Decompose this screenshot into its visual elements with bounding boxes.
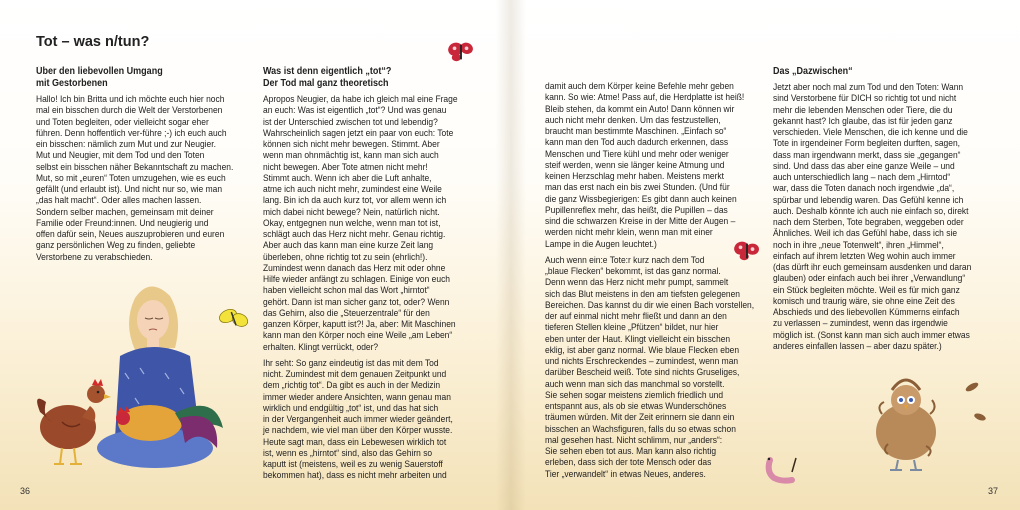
hen-illustration	[32, 372, 112, 472]
worm-illustration	[762, 452, 802, 492]
paragraph: Jetzt aber noch mal zum Tod und den Toten: Wann sind Verstorbene für DICH so richtig tot und nicht mehr die lebenden Menschen oder Tiere, die du gekannt hast? Ich glaube, das ist für jeden ganz verschieden. Viele Menschen, die ich kenne und die Tote in irgendeiner Form begleiten durften, sagen, dass man irgendwann merkt, dass sie „gegangen“ sind. Und dass das aber eine ganze Weile – und auch unterschiedlich lang – nach dem „Hirntod“ war, dass die Toten danach noch irgendwie „da“, spürbar und lebendig waren. Das Gefühl kenne ich auch. Deshalb könnte ich auch nie einfach so, direkt nach dem Sterben, Tote begraben, weggeben oder Ähnliches. Weil ich das Gefühl habe, dass ich sie noch in ihre „neue Totenwelt“, ihren „Himmel“, einfach auf ihrem letzten Weg wohin auch immer (das dürft ihr euch gemeinsam ausdenken und daran glauben) oder einfach auch bei ihrer „Verwandlung“ ein Stück begleiten möchte. Weil es für mich ganz komisch und traurig wäre, sie ohne eine Zeit des Abschieds und des liebevollen Kümmerns einfach zu verlassen – zumindest, wenn das irgendwie möglich ist. (Sonst kann man sich auch immer etwas anderes einfallen lassen – aber dazu später.)	[773, 82, 972, 351]
column-in-between	[773, 66, 994, 357]
section-heading: Das „Dazwischen“	[773, 66, 853, 77]
section-heading: Über den liebevollen Umgang mit Gestorbenen	[36, 66, 163, 89]
paragraph: Ihr seht: So ganz eindeutig ist das mit dem Tod nicht. Zumindest mit dem genauen Zeitpunkt und dem „richtig tot“. Da gibt es auch in der Medizin immer wieder andere Ansichten, wann genau man wirklich und endgültig „tot“ ist, und das hat sich in der Vergangenheit auch immer wieder geändert, je nachdem, wie viel man über den Körper wusste. Heute sagt man, dass ein Lebewesen wirklich tot ist, wenn es „hirntot“ sind, also das Gehirn so kaputt ist (meistens, weil es zu wenig Sauerstoff bekommen hat), dass es nicht mehr arbeiten und	[263, 357, 453, 481]
butterfly-illustration	[733, 239, 761, 263]
column-continued	[545, 81, 766, 485]
paragraph: Apropos Neugier, da habe ich gleich mal eine Frage an euch: Was ist eigentlich „tot“? Und was genau ist der Unterschied zwischen tot und lebendig? Wahrscheinlich sagen jetzt ein paar von euch: Tote können sich nicht mehr bewegen. Stimmt. Aber wenn man ohnmächtig ist, kann man sich auch nicht bewegen. Aber Tote atmen nicht mehr! Stimmt auch. Wenn ich aber die Luft anhalte, atme ich auch nicht mehr, zumindest eine Weile lang. Bin ich da auch kurz tot, vor allem wenn ich mich dabei nicht bewege? Nein, natürlich nicht. Okay, entgegnen nun welche, wenn man tot ist, schlägt auch das Herz nicht mehr. Genau richtig. Aber auch das kann man eine kurze Zeit lang überleben, ohne richtig tot zu sein (ehrlich!). Zumindest wenn danach das Herz mit oder ohne Hilfe wieder anfängt zu schlagen. Einige von euch haben vielleicht schon mal das Wort „hirntot“ gehört. Dann ist man sicher ganz tot, oder? Wenn das Gehirn, also die „Steuerzentrale“ für den ganzen Körper, kaputt ist?! Ja, aber: Mit Maschinen kann man den Körper noch eine Weile „am Leben“ erhalten. Klingt verrückt, oder?	[263, 94, 458, 352]
paragraph: damit auch dem Körper keine Befehle mehr geben kann. So wie: Atme! Pass auf, die Herdplatte ist heiß! Bleib stehen, da kommt ein Auto! Dann können wir auch nicht mehr denken. Um das festzustellen, braucht man bestimmte Maschinen. „Einfach so“ kann man den Tod auch dadurch erkennen, dass Menschen und Tiere kühl und mehr oder weniger steif werden, wenn sie länger keine Atmung und keinen Herzschlag mehr haben. Meistens merkt man das erst nach ein bis zwei Stunden. (Und für die ganz Wissbegierigen: Es gibt dann auch keinen Pupillenreflex mehr, das heißt, die Pupillen – das sind die schwarzen Kreise in der Mitte der Augen – werden nicht mehr klein, wenn man mit einer Lampe in die Augen leuchtet.)	[545, 81, 745, 249]
book-gutter	[496, 0, 526, 510]
section-heading: Was ist denn eigentlich „tot“? Der Tod mal ganz theoretisch	[263, 66, 392, 89]
fluffy-hen-illustration	[868, 374, 948, 474]
page-number-left: 36	[20, 486, 31, 496]
column-intro	[36, 66, 257, 268]
column-what-is-dead	[263, 66, 484, 487]
leaves-illustration	[952, 377, 992, 427]
paragraph: Hallo! Ich bin Britta und ich möchte euch hier noch mal ein bisschen durch die Welt der Verstorbenen und Toten begleiten, oder vielleicht sogar eher führen. Denn hoffentlich ver-führe ;-) ich euch auch ein bisschen: nämlich zum Mut und zur Neugier. Mut und Neugier, mit dem Tod und den Toten selbst ein bisschen näher Bekanntschaft zu machen. Mut, so mit „euren“ Toten umzugehen, wie es euch gefällt (und erlaubt ist). Und nicht nur so, wie man „das halt macht“. Oder alles machen lassen. Sondern selber machen, gemeinsam mit deiner Familie oder Freund:innen. Und neugierig und offen dafür sein, Neues auszuprobieren und euren ganz persönlichen Weg zu finden, geliebte Verstorbene zu verabschieden.	[36, 94, 234, 262]
page-title: Tot – was n/tun?	[36, 34, 150, 50]
paragraph: Auch wenn ein:e Tote:r kurz nach dem Tod „blaue Flecken“ bekommt, ist das ganz normal. Denn wenn das Herz nicht mehr pumpt, sammelt sich das Blut meistens in den am tiefsten gelegenen Bereichen. Das kannst du dir wie einen Bach vorstellen, der auf einmal nicht mehr fließt und dann an den tieferen Stellen kleine „Pfützen“ bildet, nur hier eben unter der Haut. Klingt vielleicht ein bisschen eklig, ist aber ganz normal. Wie blaue Flecken eben und nichts Erschreckendes – zumindest, wenn man darüber Bescheid weiß. Tote sind nichts Gruseliges, auch wenn man sich das manchmal so vorstellt. Sie sehen sogar meistens ziemlich friedlich und entspannt aus, als ob sie etwas Wunderschönes träumen würden. Mit der Zeit erinnern sie dann ein bisschen an Wachsfiguren, falls du so etwas schon mal gesehen hast. Nicht schlimm, nur „anders“: Sie sehen eben tot aus. Man kann also richtig erleben, dass sich der tote Mensch oder das Tier „verwandelt“ in etwas Neues, anderes.	[545, 254, 755, 479]
page-number-right: 37	[988, 486, 999, 496]
butterfly-illustration	[446, 40, 476, 64]
girl-with-rooster-illustration	[95, 278, 235, 488]
